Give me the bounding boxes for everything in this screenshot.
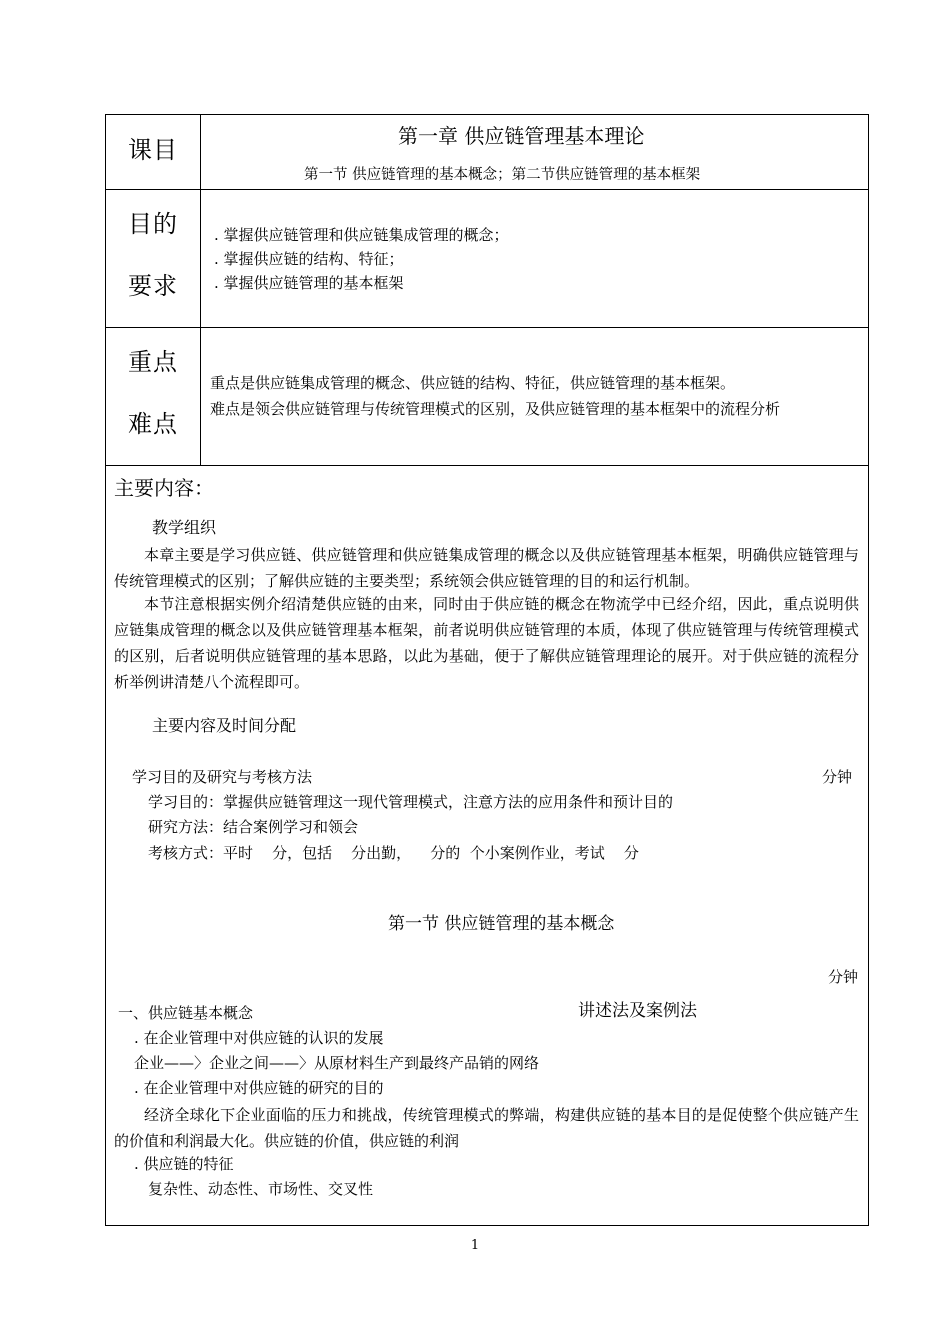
row-divider-3 <box>105 465 869 466</box>
row-divider-2 <box>105 327 869 328</box>
teaching-org-title: 教学组织 <box>152 518 217 537</box>
concept-item-3-detail: 复杂性、动态性、市场性、交叉性 <box>148 1180 374 1198</box>
intro-paragraph-1: 本章主要是学习供应链、供应链管理和供应链集成管理的概念以及供应链管理基本框架，明确供应链管理与传统管理模式的区别；了解供应链的主要类型；系统领会供应链管理的目的和运行机制。 <box>114 546 859 590</box>
column-divider <box>200 114 201 466</box>
key-label-line2: 难点 <box>128 410 178 438</box>
study-aim-minutes: 分钟 <box>822 768 853 786</box>
study-aim-heading: 学习目的及研究与考核方法 <box>132 768 313 786</box>
main-content-heading: 主要内容： <box>114 476 214 500</box>
study-aim: 学习目的：掌握供应链管理这一现代管理模式，注意方法的应用条件和预计目的 <box>148 793 674 811</box>
aim-item-2: . 掌握供应链的结构、特征； <box>214 250 404 268</box>
section-subtitle: 第一节 供应链管理的基本概念；第二节供应链管理的基本框架 <box>304 167 701 183</box>
assessment-method: 考核方式：平时 分，包括 分出勤， 分的 个小案例作业，考试 分 <box>148 844 639 862</box>
chapter-title: 第一章 供应链管理基本理论 <box>398 124 645 148</box>
concept-item-1-detail: 企业——〉企业之间——〉从原材料生产到最终产品销的网络 <box>134 1054 540 1072</box>
aim-item-3: . 掌握供应链管理的基本框架 <box>214 274 404 292</box>
key-label-line1: 重点 <box>128 348 178 376</box>
concept-heading: 一、供应链基本概念 <box>118 1004 254 1022</box>
concept-item-3: . 供应链的特征 <box>134 1155 234 1173</box>
page-number: 1 <box>470 1238 480 1253</box>
research-method: 研究方法：结合案例学习和领会 <box>148 818 359 836</box>
section-title: 第一节 供应链管理的基本概念 <box>388 914 615 934</box>
time-allocation-title: 主要内容及时间分配 <box>152 716 297 735</box>
course-label: 课目 <box>128 136 178 164</box>
concept-item-1: . 在企业管理中对供应链的认识的发展 <box>134 1029 384 1047</box>
concept-paragraph: 经济全球化下企业面临的压力和挑战，传统管理模式的弊端，构建供应链的基本目的是促使整个供应链产生的价值和利润最大化。供应链的价值，供应链的利润 <box>114 1106 859 1150</box>
teaching-method: 讲述法及案例法 <box>578 1001 697 1021</box>
aim-label-line1: 目的 <box>128 210 178 238</box>
aim-label-line2: 要求 <box>128 272 178 300</box>
key-points: 重点是供应链集成管理的概念、供应链的结构、特征，供应链管理的基本框架。 <box>210 374 736 392</box>
aim-item-1: . 掌握供应链管理和供应链集成管理的概念； <box>214 226 509 244</box>
row-divider-1 <box>105 189 869 190</box>
section-minutes: 分钟 <box>828 968 859 986</box>
intro-paragraph-2: 本节注意根据实例介绍清楚供应链的由来，同时由于供应链的概念在物流学中已经介绍，因此，重点说明供应链集成管理的概念以及供应链管理基本框架，前者说明供应链管理的本质，体现了供应链管理与传统管理模式的区别，后者说明供应链管理的基本思路，以此为基础，便于了解供应链管理理论的展开。对于供应链的流程分析举例讲清楚八个流程即可。 <box>114 595 859 691</box>
concept-item-2: . 在企业管理中对供应链的研究的目的 <box>134 1079 384 1097</box>
difficult-points: 难点是领会供应链管理与传统管理模式的区别，及供应链管理的基本框架中的流程分析 <box>210 400 781 418</box>
